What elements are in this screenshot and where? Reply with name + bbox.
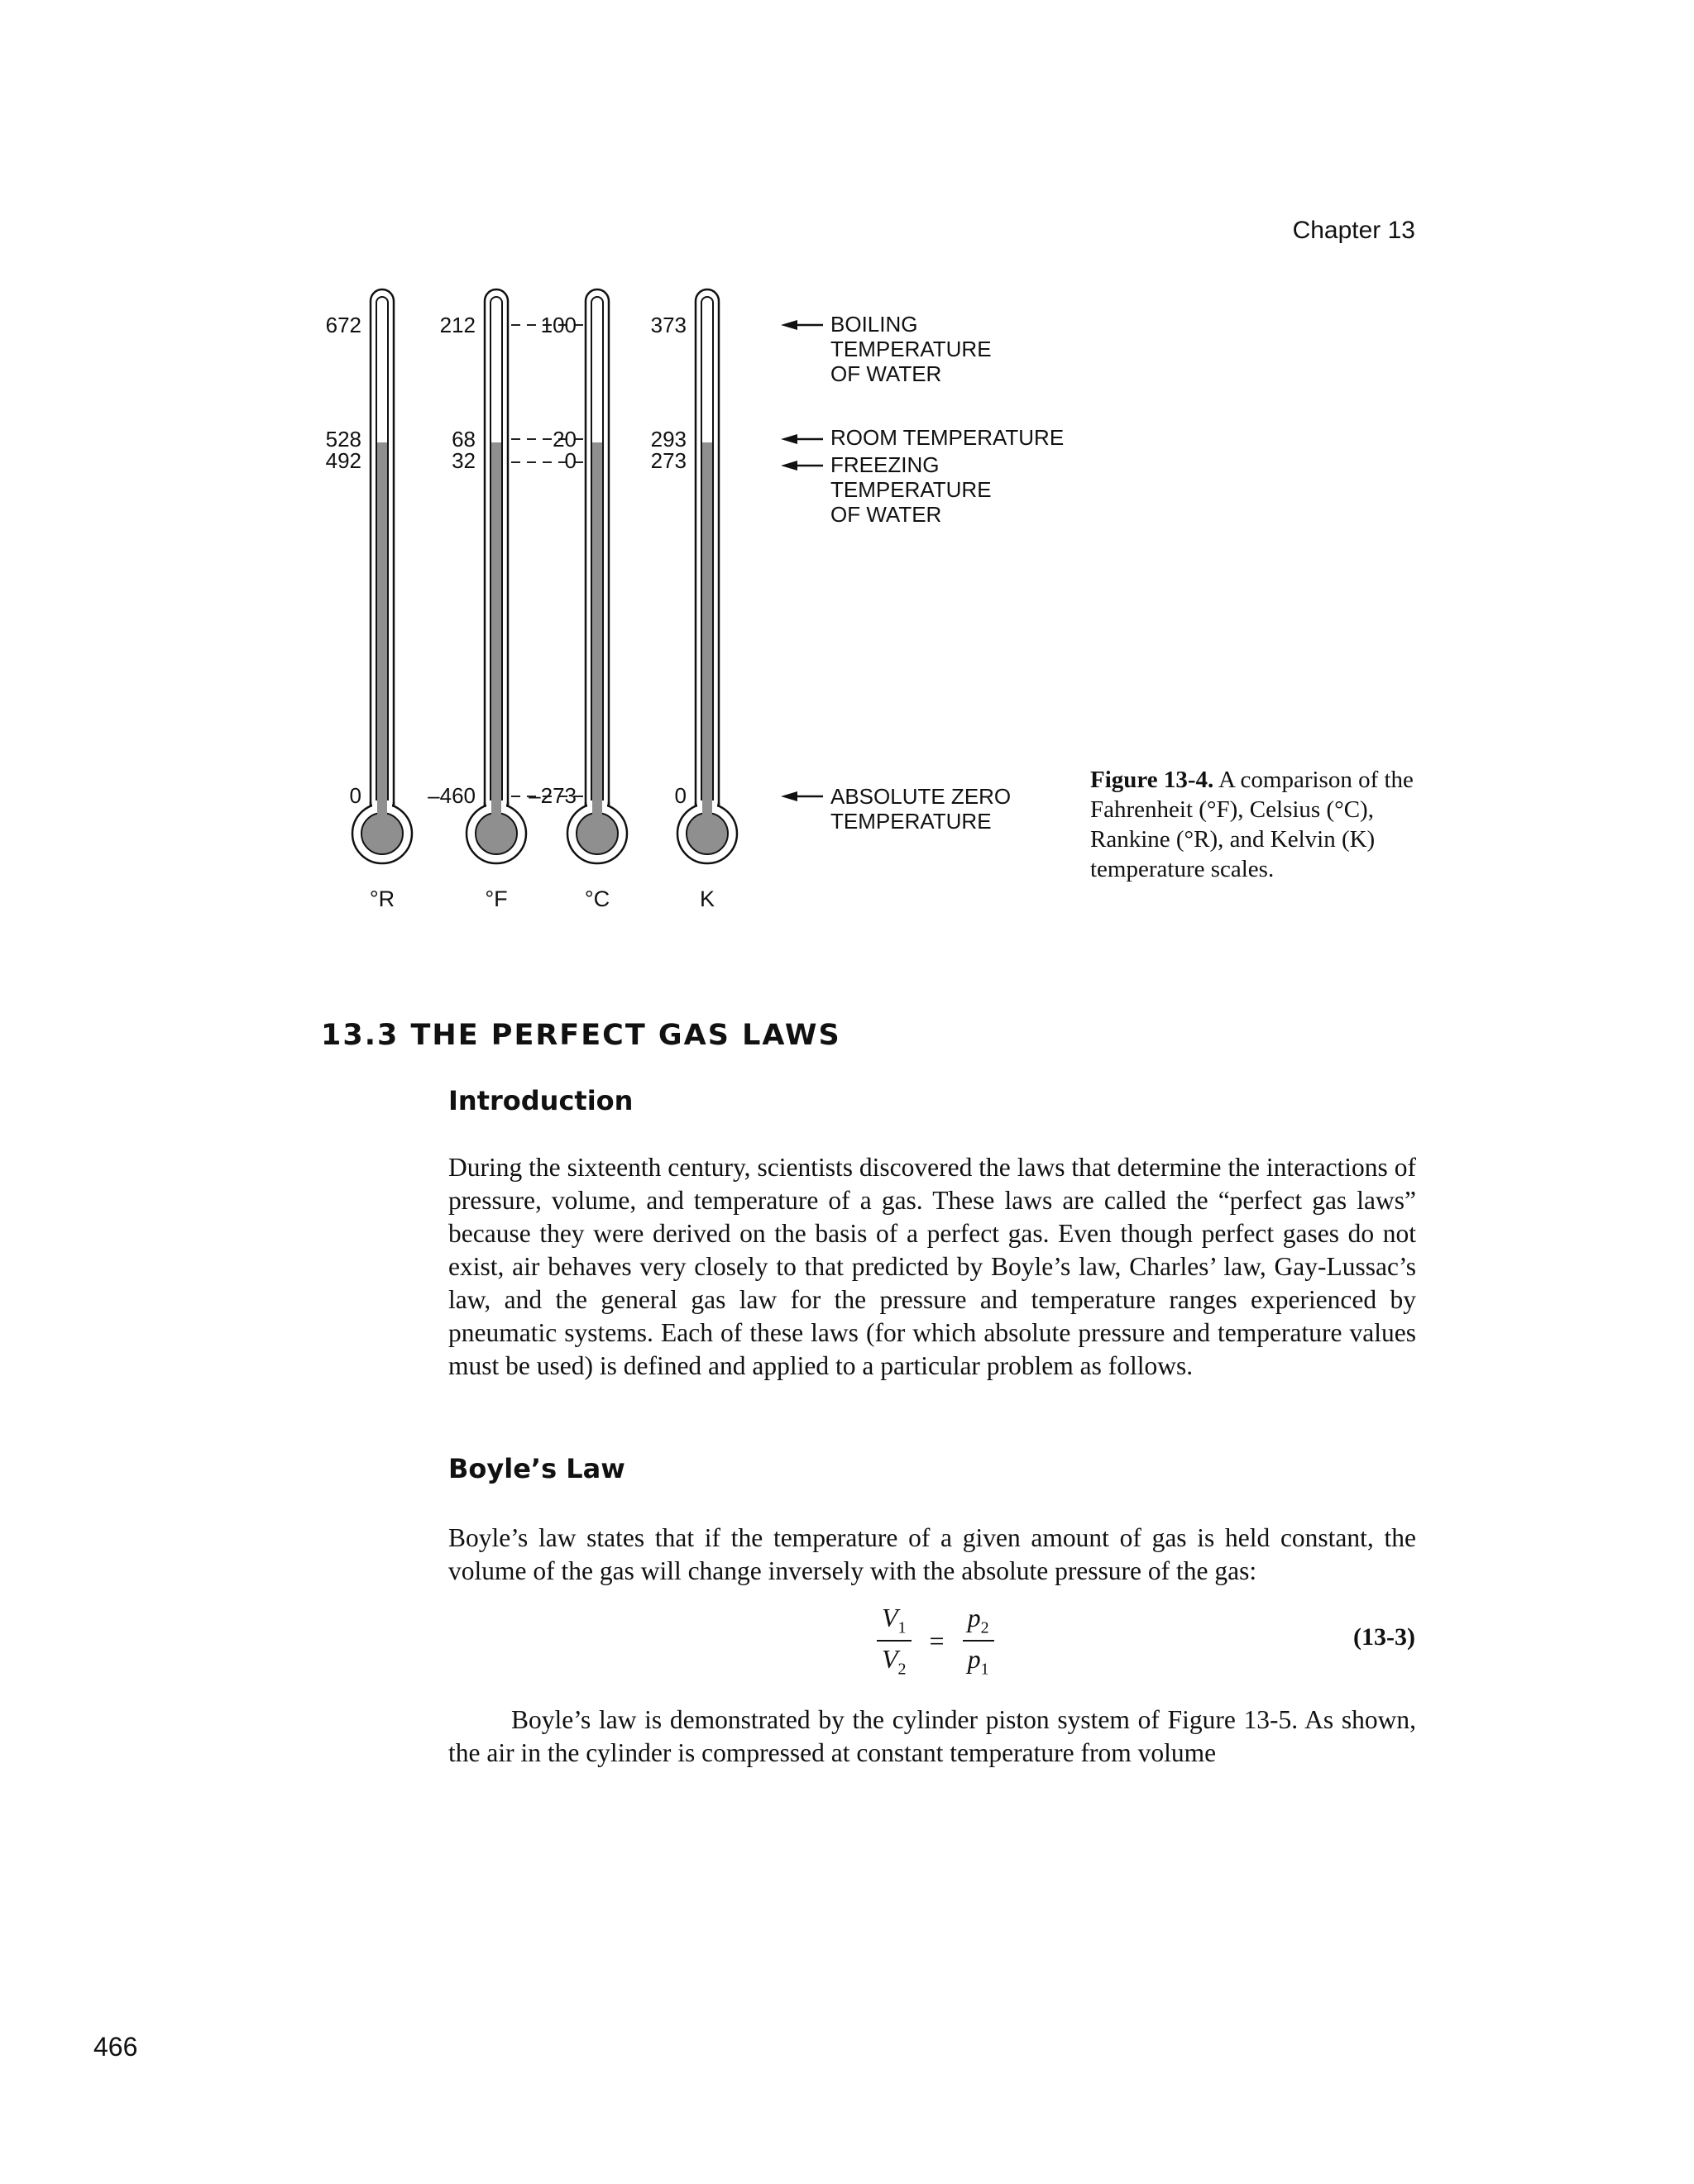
annotation-boiling: OF WATER [830, 361, 942, 386]
boyles-law-equation [877, 1603, 994, 1680]
scale-value-boiling: 672 [325, 313, 361, 337]
scale-value-boiling: 100 [540, 313, 577, 337]
figure-label: Figure 13-4. [1090, 767, 1214, 793]
introduction-paragraph: During the sixteenth century, scientists discovered the laws that determine the interactions of pressure, volume, and temperature of a gas. These laws are called the “perfect gas laws” because they were derived on the basis of a perfect gas. Even though perfect gases do not exist, air behaves very closely to that predicted by Boyle’s law, Charles’ law, Gay-Lussac’s law, and the general gas law for the pressure and temperature ranges experienced by pneumatic systems. Each of these laws (for which absolute pressure and temperature values must be used) is defined and applied to a particular problem as follows. [448, 1153, 1416, 1380]
scale-value-freezing: 273 [650, 448, 687, 473]
scale-value-zero: 0 [674, 783, 687, 808]
annotation-freezing: TEMPERATURE [830, 477, 992, 502]
boyles-law-paragraph-2: Boyle’s law is demonstrated by the cylinder piston system of Figure 13-5. As shown, the air in the cylinder is compressed at constant temperature from volume [448, 1705, 1416, 1767]
figure-caption-text: A comparison of the Fahrenheit (°F), Celsius (°C), Rankine (°R), and Kelvin (K) temperature scales. [1090, 767, 1414, 882]
equals-sign: = [929, 1625, 945, 1656]
annotation-boiling: TEMPERATURE [830, 337, 992, 361]
boyles-law-heading: Boyle’s Law [448, 1453, 625, 1484]
arrow-icon [781, 320, 797, 330]
scale-value-room: 528 [325, 427, 361, 452]
thermometer-3 [674, 289, 737, 863]
scale-value-freezing: 32 [452, 448, 476, 473]
page-number: 466 [93, 2032, 138, 2062]
thermometer-0 [349, 289, 412, 863]
unit-label-3: K [699, 887, 715, 911]
figure-caption [1090, 765, 1421, 884]
annotation-boiling: BOILING [830, 312, 918, 337]
annotation-zero: TEMPERATURE [830, 809, 992, 834]
unit-label-2: °C [584, 887, 610, 911]
unit-label-0: °R [369, 887, 395, 911]
annotation-freezing: OF WATER [830, 502, 942, 527]
scale-value-boiling: 373 [650, 313, 687, 337]
equation-number: (13-3) [1353, 1623, 1415, 1651]
arrow-icon [781, 434, 797, 444]
scale-value-room: 293 [650, 427, 687, 452]
scale-value-zero: –460 [428, 783, 476, 808]
scale-value-boiling: 212 [439, 313, 476, 337]
boyles-law-paragraph: Boyle’s law states that if the temperature of a given amount of gas is held constant, the volume of the gas will change inversely with the absolute pressure of the gas: [448, 1523, 1416, 1585]
annotation-room: ROOM TEMPERATURE [830, 425, 1065, 450]
scale-value-room: 68 [452, 427, 476, 452]
running-head: Chapter 13 [1292, 217, 1415, 244]
arrow-icon [781, 791, 797, 801]
scale-value-freezing: 0 [564, 448, 577, 473]
annotation-freezing: FREEZING [830, 452, 940, 477]
annotation-zero: ABSOLUTE ZERO [830, 784, 1012, 809]
introduction-heading: Introduction [448, 1085, 634, 1116]
scale-value-zero: 0 [349, 783, 361, 808]
lhs-fraction: $\frac{V_1}{V_2}$ [877, 1603, 912, 1680]
unit-label-1: °F [485, 887, 508, 911]
rhs-fraction: $\frac{p_2}{p_1}$ [963, 1603, 994, 1680]
temperature-scales-figure [0, 0, 1694, 951]
arrow-icon [781, 461, 797, 471]
scale-value-zero: –273 [529, 783, 577, 808]
scale-value-room: 20 [553, 427, 577, 452]
thermometer-1 [467, 289, 526, 863]
scale-value-freezing: 492 [325, 448, 361, 473]
section-heading: 13.3 THE PERFECT GAS LAWS [321, 1019, 841, 1052]
